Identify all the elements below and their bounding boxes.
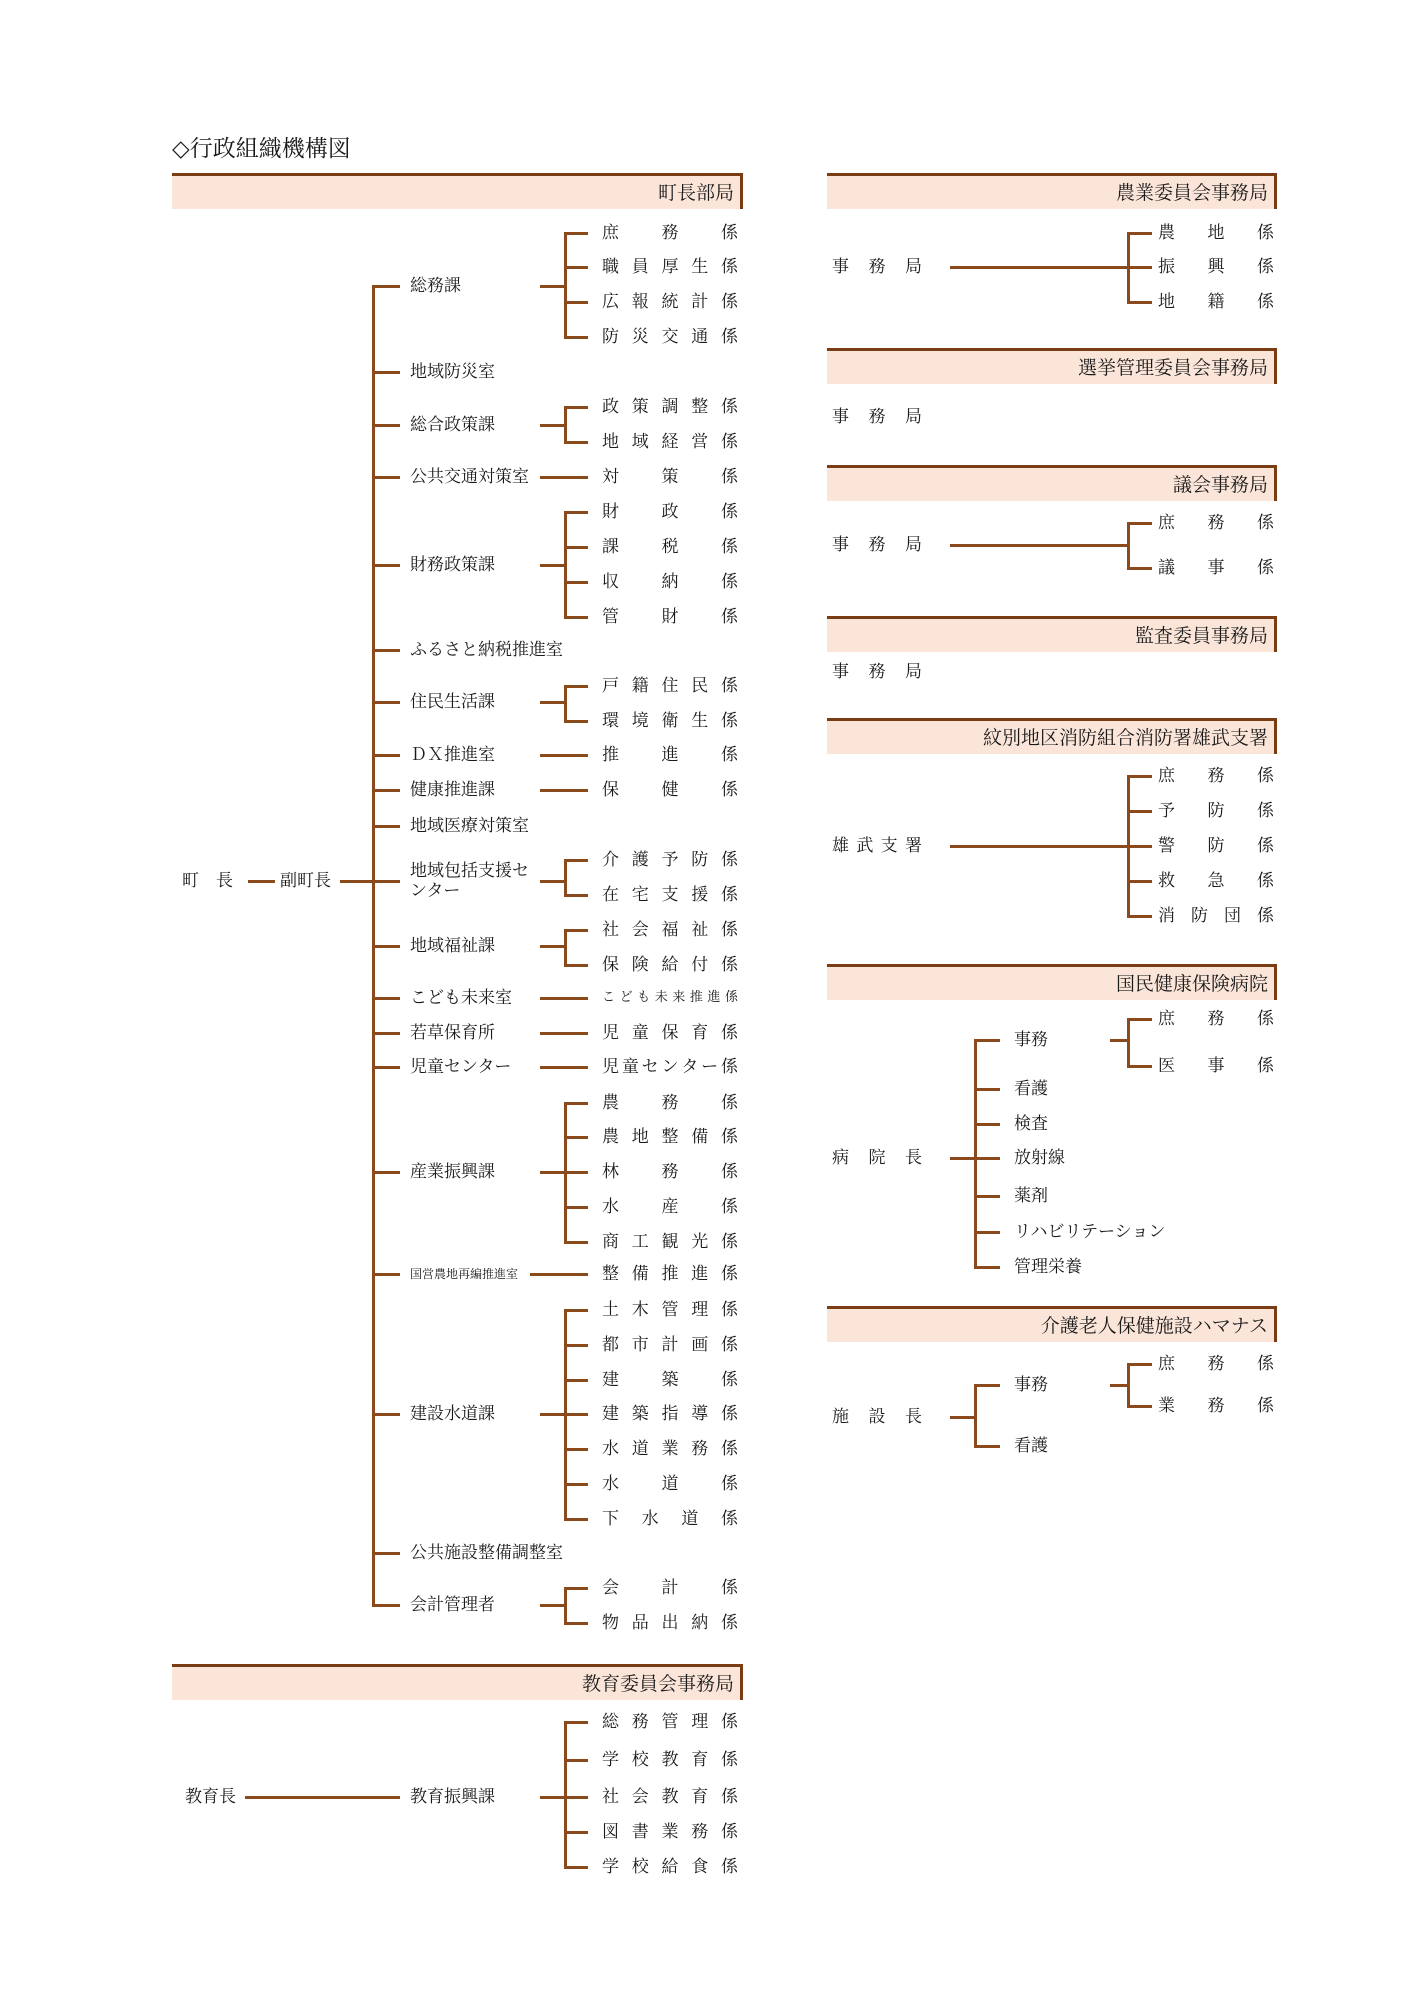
hospital-header [827, 964, 1277, 1000]
unit-branch-line [373, 789, 400, 792]
hospital-section-tick [1128, 1018, 1152, 1021]
section-tick [565, 859, 588, 862]
care-section-tick [1128, 1363, 1152, 1366]
section-tick [565, 1448, 588, 1451]
section-label: 農 務 係 [602, 1093, 738, 1113]
hospital-unit-label: 薬剤 [1014, 1186, 1048, 1206]
unit-label: 地域福祉課 [410, 936, 495, 956]
unit-label: 総務課 [410, 276, 461, 296]
section-line [530, 1273, 588, 1276]
agriculture-office-line [950, 266, 1128, 269]
care-head-line [950, 1416, 975, 1419]
fire-section-label: 予 防 係 [1158, 801, 1274, 821]
unit-label: 財務政策課 [410, 555, 495, 575]
assembly-header-title: 議会事務局 [1172, 474, 1268, 496]
fire-section-label: 救 急 係 [1158, 871, 1274, 891]
section-label: 職 員 厚 生 係 [602, 257, 738, 277]
election-header-title: 選挙管理委員会事務局 [1077, 357, 1268, 379]
care-unit-line [975, 1445, 1000, 1448]
section-bracket [564, 406, 567, 444]
fire-header-title: 紋別地区消防組合消防署雄武支署 [982, 727, 1268, 749]
hospital-section-bracket [1127, 1018, 1130, 1068]
fire-section-tick [1128, 880, 1152, 883]
unit-branch-line [373, 1273, 400, 1276]
education-section-label: 社 会 教 育 係 [602, 1787, 738, 1807]
section-label: 推 進 係 [602, 745, 738, 765]
unit-label: 健康推進課 [410, 780, 495, 800]
care-section-bracket [1127, 1363, 1130, 1408]
audit-header-title: 監査委員事務局 [1134, 625, 1268, 647]
section-label: 商 工 観 光 係 [602, 1232, 738, 1252]
unit-label: 会計管理者 [410, 1595, 495, 1615]
assembly-section-tick [1128, 522, 1152, 525]
section-tick [565, 301, 588, 304]
section-label: こ ど も 未 来 推 進 係 [602, 990, 738, 1005]
care-header-title: 介護老人保健施設ハマナス [1040, 1315, 1268, 1337]
hospital-unit-line [975, 1231, 1000, 1234]
section-label: 庶 務 係 [602, 223, 738, 243]
assembly-section-bracket [1127, 522, 1130, 570]
care-section-label: 庶 務 係 [1158, 1354, 1274, 1374]
assembly-section-label: 議 事 係 [1158, 558, 1274, 578]
hospital-section-tick [1128, 1065, 1152, 1068]
unit-branch-line [373, 701, 400, 704]
education-section-label: 総 務 管 理 係 [602, 1712, 738, 1732]
page-title: ◇行政組織機構図 [172, 136, 351, 162]
section-label: 水 道 係 [602, 1474, 738, 1494]
section-tick [565, 929, 588, 932]
unit-to-bracket-line [540, 285, 565, 288]
section-bracket [564, 859, 567, 897]
section-label: 保 険 給 付 係 [602, 955, 738, 975]
section-label: 物 品 出 納 係 [602, 1613, 738, 1633]
section-tick [565, 1171, 588, 1174]
fire-section-label: 消 防 団 係 [1158, 906, 1274, 926]
section-label: 水 産 係 [602, 1197, 738, 1217]
hospital-header-title: 国民健康保険病院 [1115, 973, 1268, 995]
unit-label: 総合政策課 [410, 415, 495, 435]
agriculture-header-title: 農業委員会事務局 [1115, 182, 1268, 204]
unit-label: 公共交通対策室 [410, 467, 529, 487]
section-label: 社 会 福 祉 係 [602, 920, 738, 940]
unit-branch-line [373, 476, 400, 479]
agriculture-section-label: 農 地 係 [1158, 223, 1274, 243]
education-section-bracket [564, 1721, 567, 1869]
unit-branch-line [373, 1604, 400, 1607]
assembly-header [827, 465, 1277, 501]
fire-office-label: 雄 武 支 署 [832, 836, 922, 856]
education-section-tick [565, 1831, 588, 1834]
unit-to-bracket-line [540, 701, 565, 704]
care-section-tick [1128, 1405, 1152, 1408]
section-tick [565, 266, 588, 269]
hospital-unit-label: 検査 [1014, 1114, 1048, 1134]
unit-label: 国営農地再編推進室 [410, 1267, 519, 1281]
section-tick [565, 1136, 588, 1139]
mayor-deputy-line [248, 880, 275, 883]
education-division-line [540, 1796, 565, 1799]
section-label: 介 護 予 防 係 [602, 850, 738, 870]
section-tick [565, 546, 588, 549]
mayor-dept-header-title: 町長部局 [657, 182, 734, 204]
unit-branch-line [373, 371, 400, 374]
audit-office-label: 事 務 局 [832, 662, 922, 682]
care-unit-line [975, 1384, 1000, 1387]
unit-label: 公共施設整備調整室 [410, 1543, 563, 1563]
section-label: 会 計 係 [602, 1578, 738, 1598]
hospital-unit-label: リハビリテーション [1014, 1222, 1166, 1242]
unit-label: 地域医療対策室 [410, 816, 529, 836]
fire-section-tick [1128, 775, 1152, 778]
unit-branch-line [373, 945, 400, 948]
section-tick [565, 1379, 588, 1382]
hospital-unit-label: 放射線 [1014, 1148, 1065, 1168]
hospital-unit-line [975, 1088, 1000, 1091]
hospital-trunk-line [974, 1039, 977, 1269]
assembly-section-tick [1128, 567, 1152, 570]
section-tick [565, 1483, 588, 1486]
unit-branch-line [373, 825, 400, 828]
care-section-label: 業 務 係 [1158, 1396, 1274, 1416]
section-tick [565, 720, 588, 723]
education-section-label: 学 校 給 食 係 [602, 1857, 738, 1877]
care-header [827, 1306, 1277, 1342]
section-label: 土 木 管 理 係 [602, 1300, 738, 1320]
section-line [540, 789, 588, 792]
education-header-title: 教育委員会事務局 [581, 1673, 734, 1695]
agriculture-section-label: 振 興 係 [1158, 257, 1274, 277]
mayor-dept-header [172, 173, 743, 209]
section-label: 農 地 整 備 係 [602, 1127, 738, 1147]
election-office-label: 事 務 局 [832, 407, 922, 427]
section-tick [565, 1309, 588, 1312]
section-tick [565, 232, 588, 235]
section-tick [565, 616, 588, 619]
unit-to-bracket-line [540, 1171, 565, 1174]
fire-section-label: 警 防 係 [1158, 836, 1274, 856]
section-tick [565, 1518, 588, 1521]
fire-section-label: 庶 務 係 [1158, 766, 1274, 786]
unit-branch-line [373, 1552, 400, 1555]
section-label: 水 道 業 務 係 [602, 1439, 738, 1459]
hospital-unit-line [975, 1157, 1000, 1160]
section-bracket [564, 511, 567, 619]
agriculture-section-tick [1128, 266, 1152, 269]
assembly-office-line [950, 544, 1128, 547]
section-label: 都 市 計 画 係 [602, 1335, 738, 1355]
section-tick [565, 894, 588, 897]
unit-to-bracket-line [540, 1413, 565, 1416]
section-label: 広 報 統 計 係 [602, 292, 738, 312]
hospital-unit-line [975, 1266, 1000, 1269]
section-line [540, 1066, 588, 1069]
education-section-tick [565, 1866, 588, 1869]
section-label: 在 宅 支 援 係 [602, 885, 738, 905]
section-line [540, 754, 588, 757]
section-bracket [564, 1587, 567, 1625]
section-bracket [564, 929, 567, 967]
section-label: 収 納 係 [602, 572, 738, 592]
section-tick [565, 1344, 588, 1347]
care-office-line [1110, 1384, 1128, 1387]
section-label: 財 政 係 [602, 502, 738, 522]
unit-label: 児童センター [410, 1057, 512, 1077]
unit-branch-line [373, 1066, 400, 1069]
deputy-trunk-line [340, 880, 373, 883]
unit-label: 住民生活課 [410, 692, 495, 712]
section-tick [565, 1413, 588, 1416]
education-header [172, 1664, 743, 1700]
section-tick [565, 336, 588, 339]
hospital-unit-label: 事務 [1014, 1030, 1048, 1050]
section-tick [565, 441, 588, 444]
section-label: 政 策 調 整 係 [602, 397, 738, 417]
section-label: 管 財 係 [602, 607, 738, 627]
hospital-unit-line [975, 1039, 1000, 1042]
unit-branch-line [373, 1413, 400, 1416]
audit-header [827, 616, 1277, 652]
hospital-unit-label: 看護 [1014, 1079, 1048, 1099]
care-unit-label: 事務 [1014, 1375, 1048, 1395]
education-section-tick [565, 1759, 588, 1762]
education-division-label: 教育振興課 [410, 1787, 495, 1807]
unit-label: 地域防災室 [410, 362, 495, 382]
hospital-head-label: 病 院 長 [832, 1148, 922, 1168]
agriculture-section-label: 地 籍 係 [1158, 292, 1274, 312]
care-head-label: 施 設 長 [832, 1407, 922, 1427]
section-label: 児 童 保 育 係 [602, 1023, 738, 1043]
unit-to-bracket-line [540, 564, 565, 567]
section-label: 整 備 推 進 係 [602, 1264, 738, 1284]
section-label: 戸 籍 住 民 係 [602, 676, 738, 696]
section-tick [565, 1587, 588, 1590]
deputy-mayor-label: 副町長 [280, 871, 331, 891]
unit-branch-line [373, 997, 400, 1000]
education-section-label: 学 校 教 育 係 [602, 1750, 738, 1770]
unit-branch-line [373, 754, 400, 757]
unit-branch-line [373, 564, 400, 567]
unit-branch-line [373, 1032, 400, 1035]
unit-branch-line [373, 424, 400, 427]
section-line [540, 1032, 588, 1035]
unit-branch-line [373, 649, 400, 652]
section-label: 保 健 係 [602, 780, 738, 800]
fire-office-line [950, 845, 1128, 848]
section-label: 建 築 係 [602, 1370, 738, 1390]
mayor-label: 町 長 [182, 871, 233, 891]
fire-section-tick [1128, 810, 1152, 813]
education-section-tick [565, 1721, 588, 1724]
section-tick [565, 511, 588, 514]
hospital-section-label: 庶 務 係 [1158, 1009, 1274, 1029]
section-label: 児 童 セ ン タ ー 係 [602, 1057, 738, 1077]
unit-to-bracket-line [540, 880, 565, 883]
hospital-section-label: 医 事 係 [1158, 1056, 1274, 1076]
education-section-tick [565, 1796, 588, 1799]
assembly-office-label: 事 務 局 [832, 535, 922, 555]
unit-label: 建設水道課 [410, 1404, 495, 1424]
hospital-unit-line [975, 1195, 1000, 1198]
unit-label: 地域包括支援センター [410, 861, 529, 901]
unit-branch-line [373, 880, 400, 883]
education-head-line [245, 1796, 400, 1799]
unit-label: 若草保育所 [410, 1023, 495, 1043]
agriculture-header [827, 173, 1277, 209]
section-tick [565, 1241, 588, 1244]
unit-branch-line [373, 1171, 400, 1174]
fire-section-tick [1128, 845, 1152, 848]
section-label: 環 境 衛 生 係 [602, 711, 738, 731]
unit-label: ふるさと納税推進室 [410, 640, 563, 660]
care-trunk-line [974, 1384, 977, 1448]
agriculture-office-label: 事 務 局 [832, 257, 922, 277]
unit-label: ＤＸ推進室 [410, 745, 495, 765]
unit-label: こども未来室 [410, 988, 512, 1008]
section-bracket [564, 232, 567, 339]
section-tick [565, 1102, 588, 1105]
section-tick [565, 1206, 588, 1209]
section-label: 地 域 経 営 係 [602, 432, 738, 452]
section-label: 対 策 係 [602, 467, 738, 487]
section-tick [565, 406, 588, 409]
hospital-unit-label: 管理栄養 [1014, 1257, 1082, 1277]
section-label: 林 務 係 [602, 1162, 738, 1182]
education-head-label: 教育長 [185, 1787, 236, 1807]
section-tick [565, 964, 588, 967]
section-bracket [564, 685, 567, 723]
agriculture-section-tick [1128, 301, 1152, 304]
election-header [827, 348, 1277, 384]
section-label: 下 水 道 係 [602, 1509, 738, 1529]
unit-branch-line [373, 285, 400, 288]
unit-label: 産業振興課 [410, 1162, 495, 1182]
section-label: 防 災 交 通 係 [602, 327, 738, 347]
section-line [540, 997, 588, 1000]
section-line [540, 476, 588, 479]
hospital-office-line [1110, 1039, 1128, 1042]
assembly-section-label: 庶 務 係 [1158, 513, 1274, 533]
unit-to-bracket-line [540, 424, 565, 427]
fire-header [827, 718, 1277, 754]
fire-section-tick [1128, 915, 1152, 918]
care-unit-label: 看護 [1014, 1436, 1048, 1456]
section-tick [565, 685, 588, 688]
education-section-label: 図 書 業 務 係 [602, 1822, 738, 1842]
unit-to-bracket-line [540, 945, 565, 948]
unit-to-bracket-line [540, 1604, 565, 1607]
section-label: 課 税 係 [602, 537, 738, 557]
hospital-unit-line [975, 1123, 1000, 1126]
hospital-head-line [950, 1157, 975, 1160]
section-tick [565, 1622, 588, 1625]
section-label: 建 築 指 導 係 [602, 1404, 738, 1424]
section-tick [565, 581, 588, 584]
agriculture-section-tick [1128, 232, 1152, 235]
